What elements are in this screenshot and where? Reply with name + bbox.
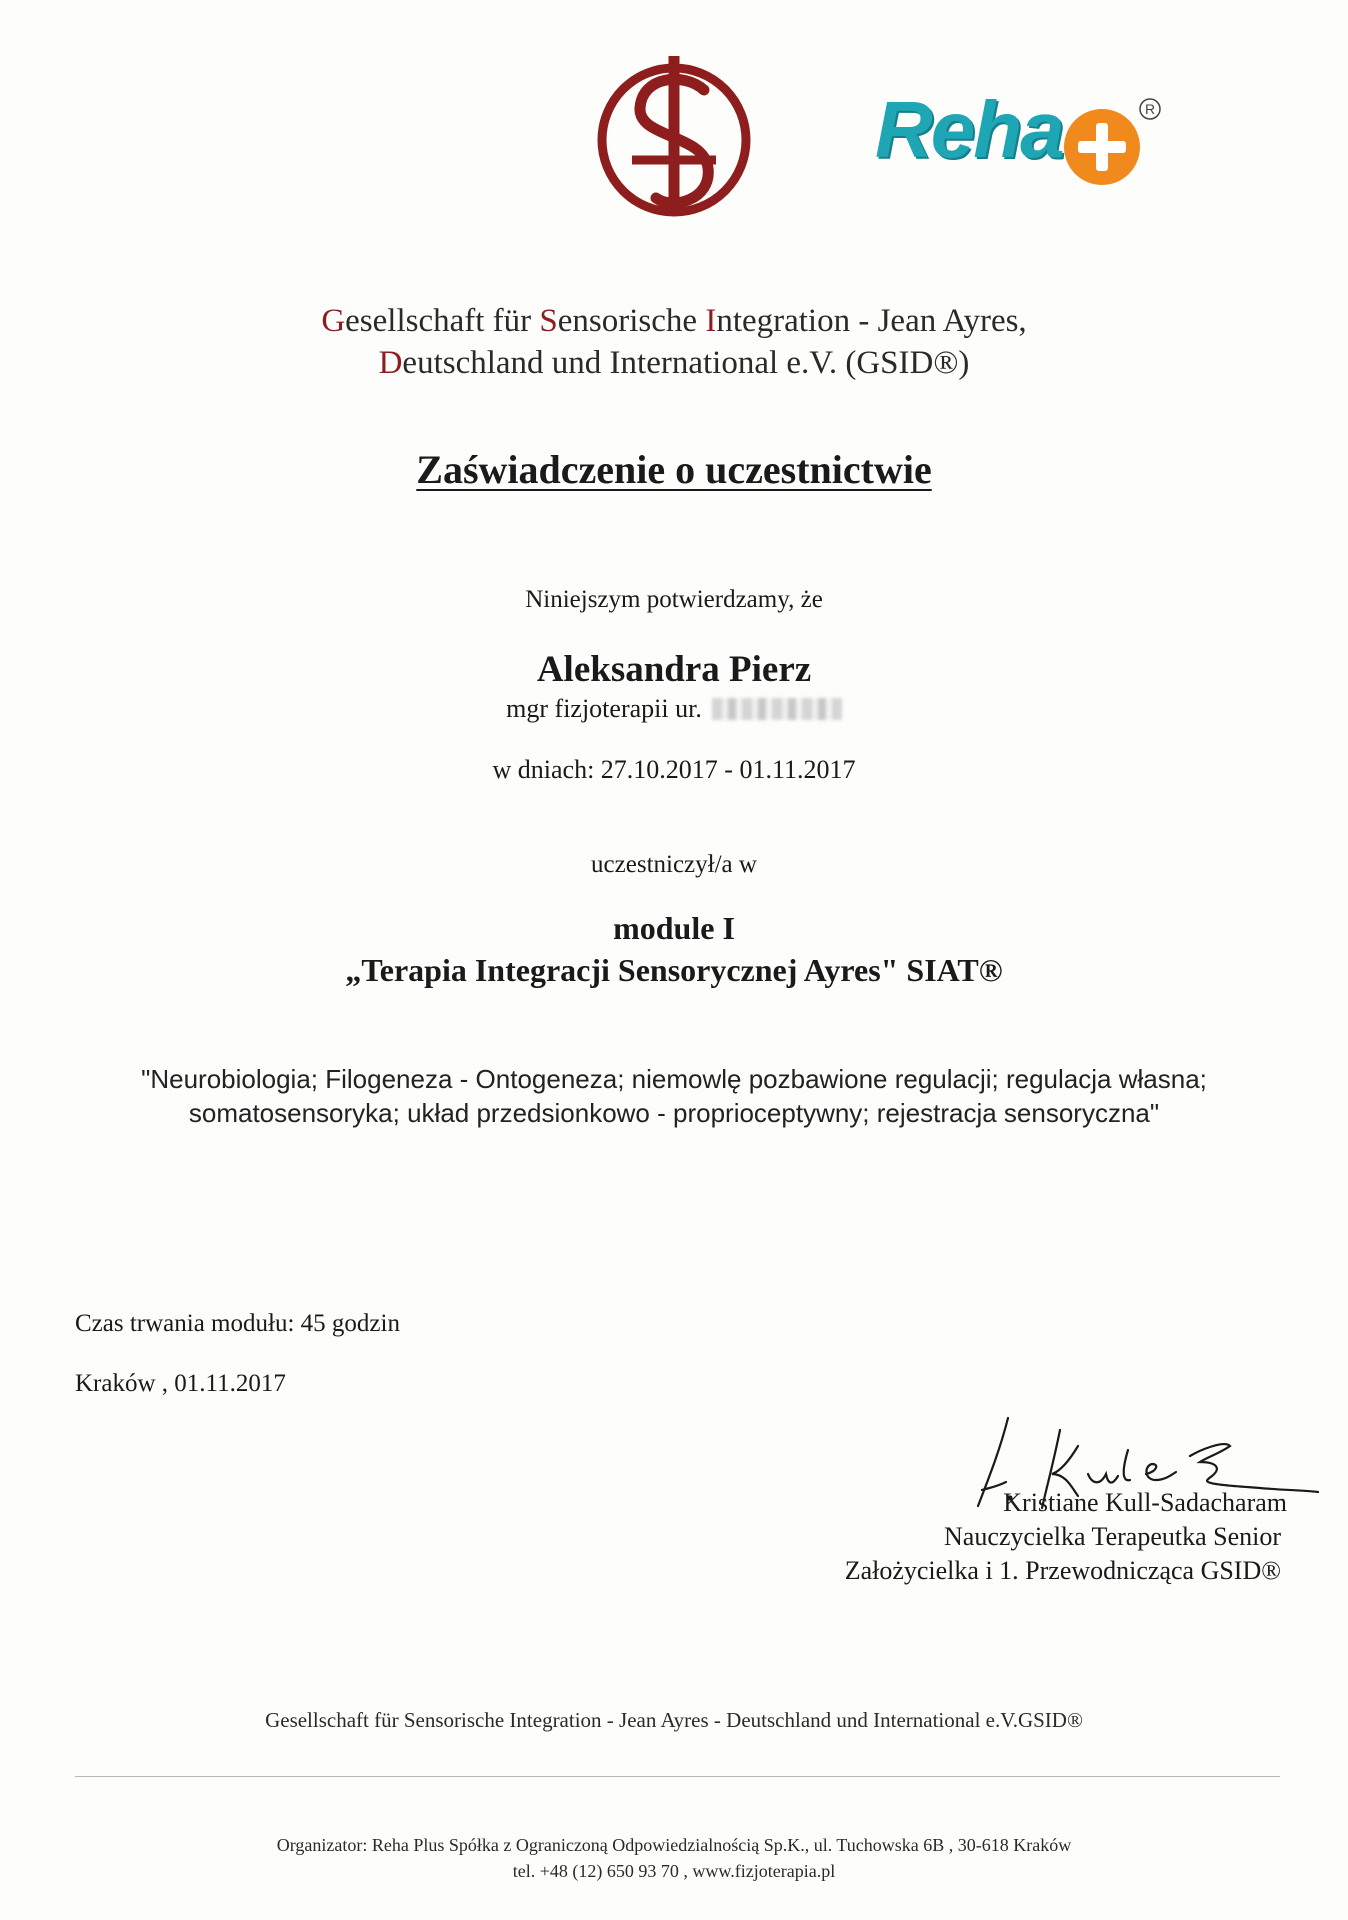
- participant-name: Aleksandra Pierz: [536, 649, 812, 690]
- module-duration: Czas trwania modułu: 45 godzin: [75, 1310, 400, 1337]
- place-and-date: Kraków , 01.11.2017: [75, 1370, 286, 1397]
- organization-header: [0, 300, 1348, 384]
- topics-line: somatosensoryka; układ przedsionkowo - proprioceptywny; rejestracja sensoryczna": [188, 1098, 1160, 1128]
- topics-line: "Neurobiologia; Filogeneza - Ontogeneza; niemowlę pozbawione regulacji; regulacja własna;: [141, 1064, 1207, 1094]
- gsid-logo: [592, 50, 757, 222]
- registered-mark: R: [1144, 101, 1156, 117]
- signer-name: Kristiane Kull-Sadacharam: [1003, 1488, 1287, 1517]
- signer-role: Nauczycielka Terapeutka Senior: [944, 1522, 1281, 1551]
- course-topics: [0, 1062, 1348, 1130]
- certificate-title: Zaświadczenie o uczestnictwie: [416, 447, 932, 492]
- footer-organization: Gesellschaft für Sensorische Integration - Jean Ayres - Deutschland und International e.V.GSID®: [265, 1708, 1083, 1732]
- organizer-address: Organizator: Reha Plus Spółka z Ograniczoną Odpowiedzialnością Sp.K., ul. Tuchowska 6B , 30-618 Kraków: [276, 1835, 1072, 1855]
- course-dates: w dniach: 27.10.2017 - 01.11.2017: [492, 755, 856, 784]
- plus-icon: [1050, 95, 1170, 190]
- footer-divider: [75, 1776, 1280, 1777]
- course-name: „Terapia Integracji Sensorycznej Ayres" SIAT®: [345, 952, 1003, 988]
- participated-text: uczestniczył/a w: [591, 851, 757, 878]
- reha-logo-text: Reha: [875, 85, 1063, 174]
- reha-plus-logo: [875, 85, 1195, 190]
- redacted-birthdate: [712, 698, 842, 720]
- organizer-info: [0, 1832, 1348, 1884]
- header-line-2: Deutschland und International e.V. (GSID®): [378, 345, 970, 381]
- signer-role: Założycielka i 1. Przewodnicząca GSID®: [844, 1556, 1281, 1585]
- header-line-1: Gesellschaft für Sensorische Integration - Jean Ayres,: [321, 303, 1027, 339]
- organizer-contact: tel. +48 (12) 650 93 70 , www.fizjoterapia.pl: [512, 1861, 836, 1881]
- module-name: module I: [613, 910, 735, 946]
- intro-text: Niniejszym potwierdzamy, że: [525, 586, 823, 613]
- participant-degree: mgr fizjoterapii ur.: [0, 694, 1348, 724]
